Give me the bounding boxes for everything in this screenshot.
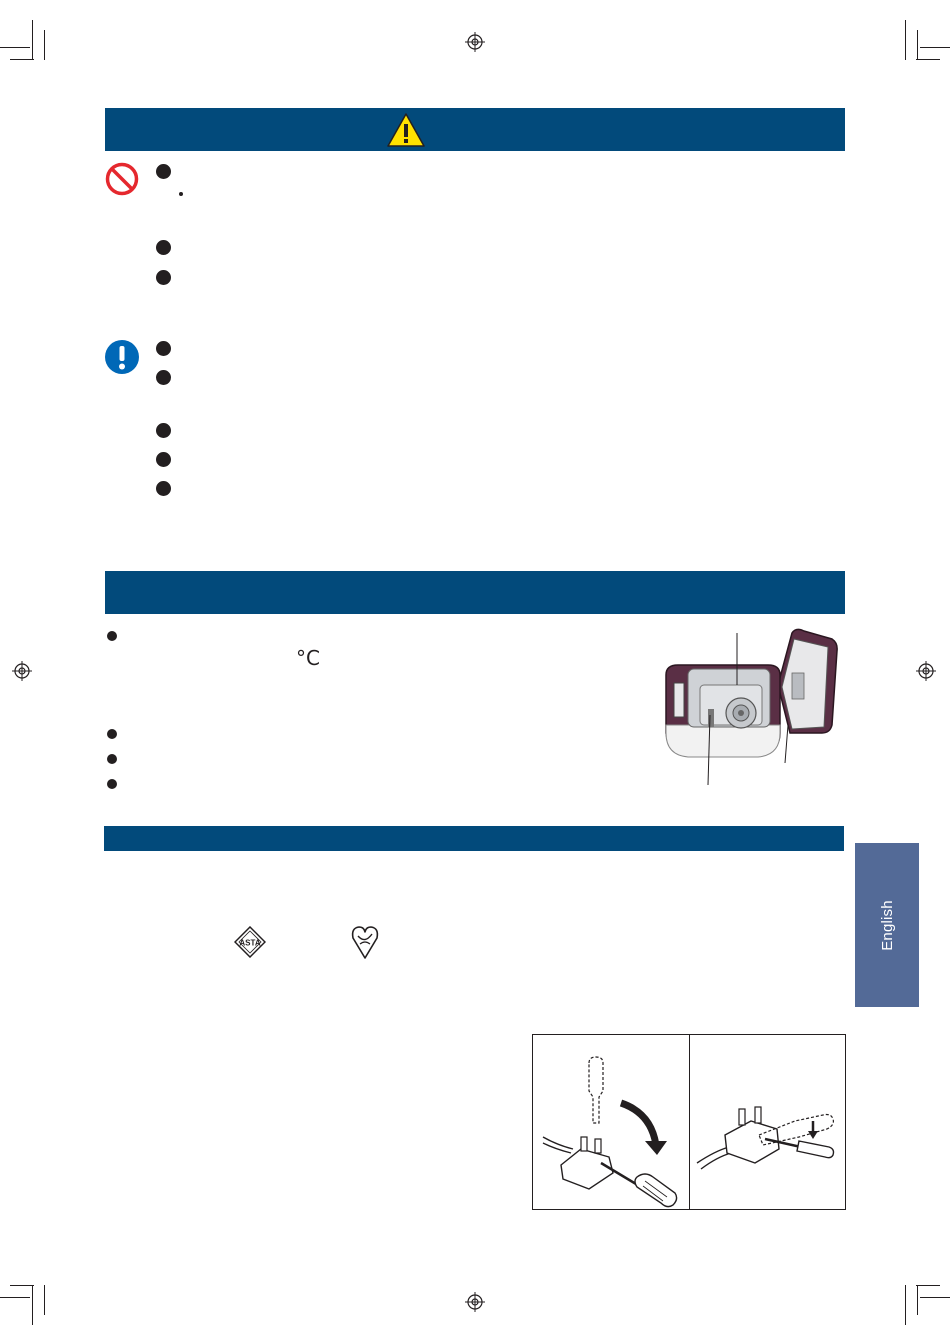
caution-header-bar bbox=[105, 108, 845, 151]
warning-triangle-icon bbox=[386, 112, 426, 148]
crop-mark bbox=[916, 59, 940, 60]
bsi-kitemark-icon bbox=[350, 924, 380, 960]
crop-mark bbox=[916, 1285, 940, 1286]
list-bullet bbox=[107, 754, 117, 764]
list-bullet bbox=[156, 481, 171, 496]
crop-mark bbox=[32, 1285, 33, 1325]
crop-mark bbox=[0, 47, 30, 48]
prohibited-icon bbox=[104, 162, 140, 196]
registration-mark-icon bbox=[12, 661, 32, 681]
crop-mark bbox=[905, 1285, 906, 1325]
crop-mark bbox=[44, 30, 45, 60]
crop-mark bbox=[917, 1285, 918, 1315]
plug-fuse-cover-screwdriver-illustration bbox=[541, 1053, 686, 1208]
registration-mark-icon bbox=[465, 1292, 485, 1312]
plug-fuse-removal-illustration bbox=[695, 1095, 843, 1205]
crop-mark bbox=[0, 1297, 30, 1298]
language-tab-label: English bbox=[878, 899, 896, 951]
list-bullet bbox=[156, 270, 171, 285]
figure-divider bbox=[689, 1035, 690, 1209]
crop-mark bbox=[917, 30, 918, 60]
list-bullet bbox=[107, 729, 117, 739]
list-bullet bbox=[107, 631, 117, 641]
list-bullet bbox=[156, 370, 171, 385]
sub-bullet bbox=[179, 192, 183, 196]
care-header-bar bbox=[105, 571, 845, 614]
list-bullet bbox=[156, 452, 171, 467]
crop-mark bbox=[10, 59, 34, 60]
list-bullet bbox=[156, 341, 171, 356]
list-bullet bbox=[156, 423, 171, 438]
asta-logo-text: ASTA bbox=[239, 938, 261, 948]
crop-mark bbox=[920, 47, 950, 48]
bread-maker-open-lid-illustration bbox=[660, 625, 845, 790]
asta-logo-icon bbox=[234, 926, 266, 958]
registration-mark-icon bbox=[465, 32, 485, 52]
crop-mark bbox=[920, 1297, 950, 1298]
crop-mark bbox=[905, 20, 906, 60]
list-bullet bbox=[156, 240, 171, 255]
fuse-figure-box bbox=[532, 1034, 846, 1210]
crop-mark bbox=[10, 1285, 34, 1286]
list-bullet bbox=[107, 779, 117, 789]
exclamation-icon bbox=[104, 339, 140, 375]
crop-mark bbox=[44, 1285, 45, 1315]
registration-mark-icon bbox=[916, 661, 936, 681]
list-bullet bbox=[156, 164, 171, 179]
uk-plug-header-bar bbox=[104, 826, 844, 851]
crop-mark bbox=[32, 20, 33, 60]
temperature-unit: °C bbox=[296, 646, 320, 670]
language-tab[interactable] bbox=[855, 843, 919, 1007]
